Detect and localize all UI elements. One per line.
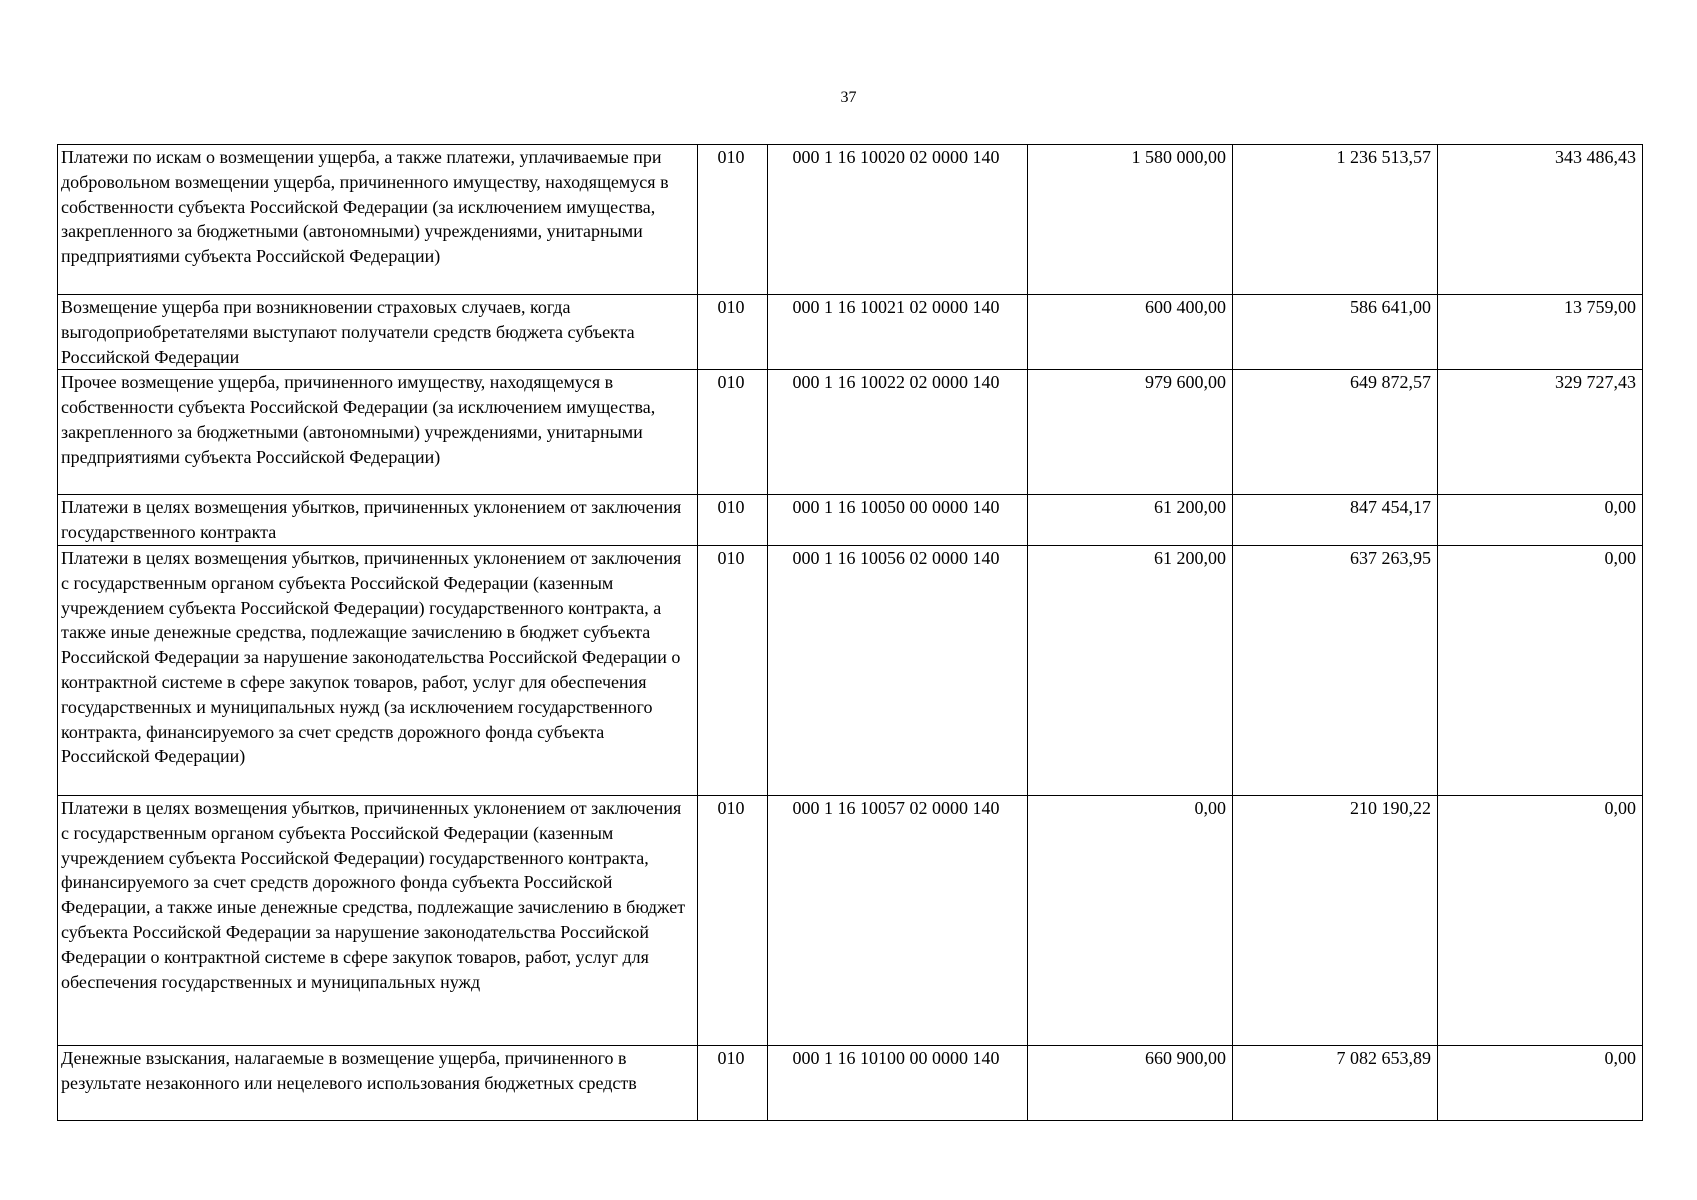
revenue-table (57, 144, 1643, 1121)
row-name: Платежи в целях возмещения убытков, причиненных уклонением от заключения с государственным органом субъекта Российской Федерации (казенным учреждением субъекта Российской Федерации) государственного контракта, а также иные денежные средства, подлежащие зачислению в бюджет субъекта Российской Федерации за нарушение законодательства Российской Федерации о контрактной системе в сфере закупок товаров, работ, услуг для обеспечения государственных и муниципальных нужд (за исключением государственного контракта, финансируемого за счет средств дорожного фонда субъекта Российской Федерации) (61, 547, 682, 767)
table-row (58, 545, 1643, 795)
row-name-cell (58, 545, 698, 795)
row-name: Прочее возмещение ущерба, причиненного имуществу, находящемуся в собственности субъекта Российской Федерации (за исключением имущества, закрепленного за бюджетными (автономными) учреждениями, унитарными предприятиями субъекта Российской Федерации) (61, 372, 656, 467)
line-code-cell: 010 (698, 1045, 768, 1120)
line-code-cell: 010 (698, 495, 768, 546)
row-name-cell (58, 370, 698, 495)
unexecuted-amount-cell: 13 759,00 (1438, 295, 1643, 370)
unexecuted-amount-cell: 0,00 (1438, 545, 1643, 795)
line-code-cell: 010 (698, 795, 768, 1045)
line-code-cell: 010 (698, 545, 768, 795)
row-name: Платежи по искам о возмещении ущерба, а также платежи, уплачиваемые при добровольном возмещении ущерба, причиненного имуществу, находящемуся в собственности субъекта Российской Федерации (за исключением имущества, закрепленного за бюджетными (автономными) учреждениями, унитарными предприятиями субъекта Российской Федерации) (61, 147, 669, 267)
unexecuted-amount-cell: 0,00 (1438, 795, 1643, 1045)
budget-code-cell: 000 1 16 10050 00 0000 140 (768, 495, 1028, 546)
executed-amount-cell: 210 190,22 (1233, 795, 1438, 1045)
row-name-cell (58, 795, 698, 1045)
row-name: Платежи в целях возмещения убытков, причиненных уклонением от заключения государственного контракта (61, 497, 682, 543)
table-row (58, 495, 1643, 546)
unexecuted-amount-cell: 329 727,43 (1438, 370, 1643, 495)
approved-amount-cell: 660 900,00 (1028, 1045, 1233, 1120)
budget-code-cell: 000 1 16 10057 02 0000 140 (768, 795, 1028, 1045)
approved-amount-cell: 1 580 000,00 (1028, 145, 1233, 295)
executed-amount-cell: 1 236 513,57 (1233, 145, 1438, 295)
approved-amount-cell: 0,00 (1028, 795, 1233, 1045)
approved-amount-cell: 61 200,00 (1028, 545, 1233, 795)
executed-amount-cell: 649 872,57 (1233, 370, 1438, 495)
unexecuted-amount-cell: 0,00 (1438, 1045, 1643, 1120)
row-name: Платежи в целях возмещения убытков, причиненных уклонением от заключения с государственным органом субъекта Российской Федерации (казенным учреждением субъекта Российской Федерации) государственного контракта, финансируемого за счет средств дорожного фонда субъекта Российской Федерации, а также иные денежные средства, подлежащие зачислению в бюджет субъекта Российской Федерации за нарушение законодательства Российской Федерации о контрактной системе в сфере закупок товаров, работ, услуг для обеспечения государственных и муниципальных нужд (61, 797, 686, 992)
unexecuted-amount-cell: 0,00 (1438, 495, 1643, 546)
executed-amount-cell: 637 263,95 (1233, 545, 1438, 795)
line-code-cell: 010 (698, 370, 768, 495)
row-name: Возмещение ущерба при возникновении страховых случаев, когда выгодоприобретателями выступают получатели средств бюджета субъекта Российской Федерации (61, 297, 635, 367)
row-name-cell (58, 495, 698, 546)
row-name: Денежные взыскания, налагаемые в возмещение ущерба, причиненного в результате незаконного или нецелевого использования бюджетных средств (61, 1047, 637, 1093)
table-row (58, 1045, 1643, 1120)
approved-amount-cell: 979 600,00 (1028, 370, 1233, 495)
approved-amount-cell: 61 200,00 (1028, 495, 1233, 546)
row-name-cell (58, 145, 698, 295)
executed-amount-cell: 7 082 653,89 (1233, 1045, 1438, 1120)
row-name-cell (58, 1045, 698, 1120)
executed-amount-cell: 586 641,00 (1233, 295, 1438, 370)
budget-code-cell: 000 1 16 10020 02 0000 140 (768, 145, 1028, 295)
approved-amount-cell: 600 400,00 (1028, 295, 1233, 370)
budget-code-cell: 000 1 16 10056 02 0000 140 (768, 545, 1028, 795)
executed-amount-cell: 847 454,17 (1233, 495, 1438, 546)
budget-code-cell: 000 1 16 10100 00 0000 140 (768, 1045, 1028, 1120)
budget-code-cell: 000 1 16 10021 02 0000 140 (768, 295, 1028, 370)
budget-code-cell: 000 1 16 10022 02 0000 140 (768, 370, 1028, 495)
unexecuted-amount-cell: 343 486,43 (1438, 145, 1643, 295)
table-row (58, 370, 1643, 495)
page-number: 37 (840, 89, 857, 106)
line-code-cell: 010 (698, 295, 768, 370)
row-name-cell (58, 295, 698, 370)
table-row (58, 795, 1643, 1045)
line-code-cell: 010 (698, 145, 768, 295)
table-row (58, 145, 1643, 295)
table-row (58, 295, 1643, 370)
